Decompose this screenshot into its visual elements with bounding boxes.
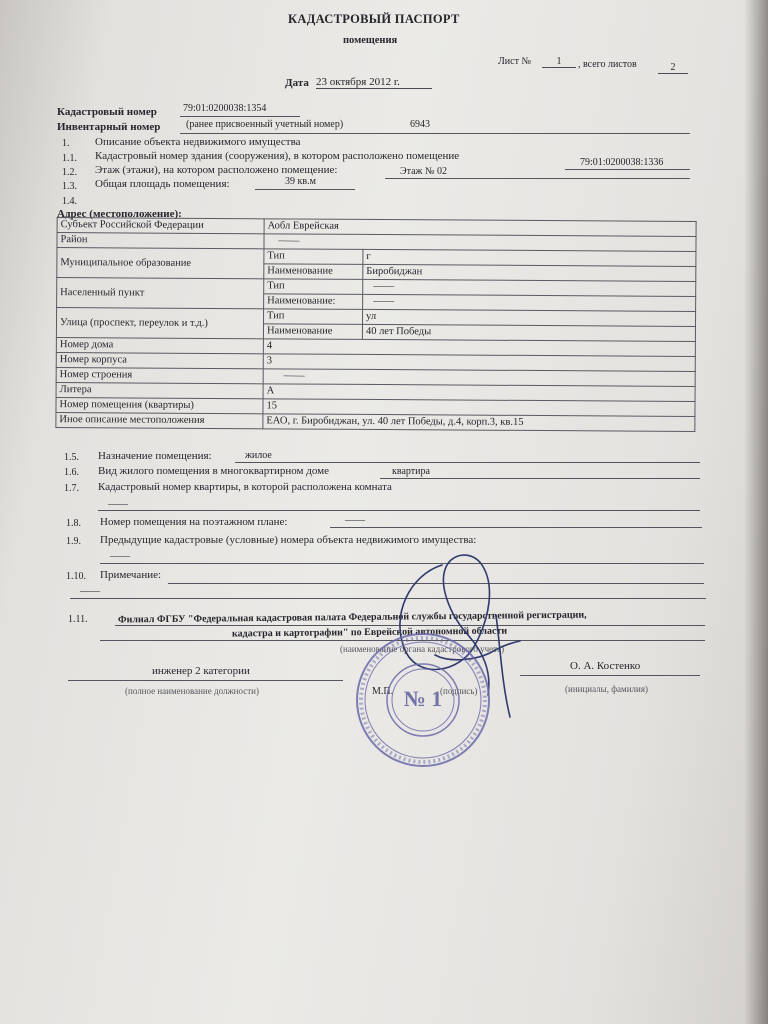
municipal-name-label: Наименование [264, 264, 363, 280]
structure-value: —— [263, 369, 695, 387]
inventory-number-note: (ранее присвоенный учетный номер) [186, 119, 344, 130]
signer-name-caption: (инициалы, фамилия) [565, 684, 648, 694]
item-1-8-value: —— [345, 515, 365, 526]
address-heading: Адрес (местоположение): [57, 208, 182, 220]
settlement-name-label: Наименование: [264, 294, 363, 310]
item-1-2-number: 1.2. [62, 167, 77, 178]
other-description-value: ЕАО, г. Биробиджан, ул. 40 лет Победы, д.4, корп.3, кв.15 [263, 414, 695, 432]
item-1-9-number: 1.9. [66, 536, 81, 547]
stamp-number: № 1 [403, 686, 443, 711]
document-subtitle: помещения [343, 35, 398, 46]
settlement-label: Населенный пункт [57, 278, 264, 309]
settlement-type-label: Тип [264, 279, 363, 295]
signer-name: О. А. Костенко [570, 660, 641, 672]
municipal-label: Муниципальное образование [57, 248, 264, 279]
district-label: Район [57, 233, 264, 249]
item-1-text: Описание объекта недвижимого имущества [95, 136, 301, 148]
sheets-total-value: 2 [658, 62, 688, 74]
street-type-label: Тип [264, 309, 363, 325]
inventory-number-value: 6943 [410, 119, 430, 130]
item-1-10-text: Примечание: [100, 569, 162, 581]
street-name-label: Наименование [263, 324, 362, 340]
item-1-10-number: 1.10. [66, 571, 86, 582]
item-1-9-text: Предыдущие кадастровые (условные) номера объекта недвижимого имущества: [100, 534, 477, 546]
item-1-4-number: 1.4. [62, 196, 77, 207]
street-label: Улица (проспект, переулок и т.д.) [56, 308, 263, 339]
organization-caption: (наименование органа кадастрового учета) [340, 644, 505, 654]
item-1-6-text: Вид жилого помещения в многоквартирном доме [98, 465, 329, 477]
item-1-8-text: Номер помещения на поэтажном плане: [100, 516, 288, 528]
item-1-6-number: 1.6. [64, 467, 79, 478]
item-1-2-text: Этаж (этажи), на котором расположено помещение: [95, 164, 338, 176]
item-1-7-text: Кадастровый номер квартиры, в которой расположена комната [98, 481, 392, 493]
item-1-3-value: 39 кв.м [285, 176, 316, 187]
sheets-total-label: , всего листов [578, 59, 637, 70]
house-value: 4 [263, 339, 695, 357]
item-1-3-text: Общая площадь помещения: [95, 178, 230, 190]
subject-label: Субъект Российской Федерации [57, 218, 264, 234]
item-1-11-number: 1.11. [68, 614, 88, 625]
signature-caption: (подпись) [440, 686, 478, 696]
item-1-8-number: 1.8. [66, 518, 81, 529]
item-1-6-value: квартира [392, 466, 430, 477]
item-1-7-number: 1.7. [64, 483, 79, 494]
other-description-label: Иное описание местоположения [56, 413, 263, 429]
building-label: Номер корпуса [56, 353, 263, 369]
address-table [55, 217, 696, 432]
item-1-1-value: 79:01:0200038:1336 [580, 157, 664, 168]
municipal-type-label: Тип [264, 249, 363, 265]
apartment-value: 15 [263, 399, 695, 417]
date-value: 23 октября 2012 г. [316, 76, 432, 89]
apartment-label: Номер помещения (квартиры) [56, 398, 263, 414]
position-value: инженер 2 категории [152, 665, 250, 677]
settlement-type-value: —— [363, 279, 696, 296]
organization-line-1: Филиал ФГБУ "Федеральная кадастровая палата Федеральной службы государственной регистрации, [117, 609, 587, 626]
house-label: Номер дома [56, 338, 263, 354]
table-row [56, 413, 695, 432]
date-label: Дата [285, 77, 309, 89]
item-1-7-value: —— [108, 499, 128, 510]
item-1-9-value: —— [110, 551, 130, 562]
street-type-value: ул [363, 309, 696, 326]
structure-label: Номер строения [56, 368, 263, 384]
settlement-name-value: —— [363, 294, 696, 311]
litera-value: А [263, 384, 695, 402]
litera-label: Литера [56, 383, 263, 399]
sheet-number-label: Лист № [498, 56, 531, 67]
street-name-value: 40 лет Победы [362, 324, 695, 341]
table-row [57, 278, 696, 297]
district-value: —— [264, 234, 696, 252]
organization-line-2: кадастра и картографии" по Еврейской автономной области [231, 625, 508, 640]
document-title: КАДАСТРОВЫЙ ПАСПОРТ [288, 12, 460, 26]
municipal-name-value: Биробиджан [363, 264, 696, 281]
item-1-3-number: 1.3. [62, 181, 77, 192]
cadastral-number-label: Кадастровый номер [57, 106, 157, 118]
item-1-2-value: Этаж № 02 [400, 166, 447, 177]
building-value: 3 [263, 354, 695, 372]
item-1-1-number: 1.1. [62, 153, 77, 164]
item-1-5-value: жилое [245, 450, 272, 461]
item-1-1-text: Кадастровый номер здания (сооружения), в котором расположено помещение [95, 150, 460, 162]
cadastral-number-value: 79:01:0200038:1354 [183, 103, 267, 114]
subject-value: Аобл Еврейская [264, 219, 696, 237]
municipal-type-value: г [363, 249, 696, 266]
item-1-5-number: 1.5. [64, 452, 79, 463]
round-seal-icon [343, 630, 503, 770]
inventory-number-label: Инвентарный номер [57, 121, 161, 133]
stamp-mp-label: М.П. [372, 686, 394, 697]
table-row [57, 308, 696, 327]
item-1-number: 1. [62, 138, 70, 149]
page-edge-shadow [744, 0, 768, 1024]
position-caption: (полное наименование должности) [125, 686, 259, 696]
item-1-5-text: Назначение помещения: [98, 450, 212, 462]
item-1-10-value: —— [80, 586, 100, 597]
sheet-number-value: 1 [542, 56, 576, 68]
